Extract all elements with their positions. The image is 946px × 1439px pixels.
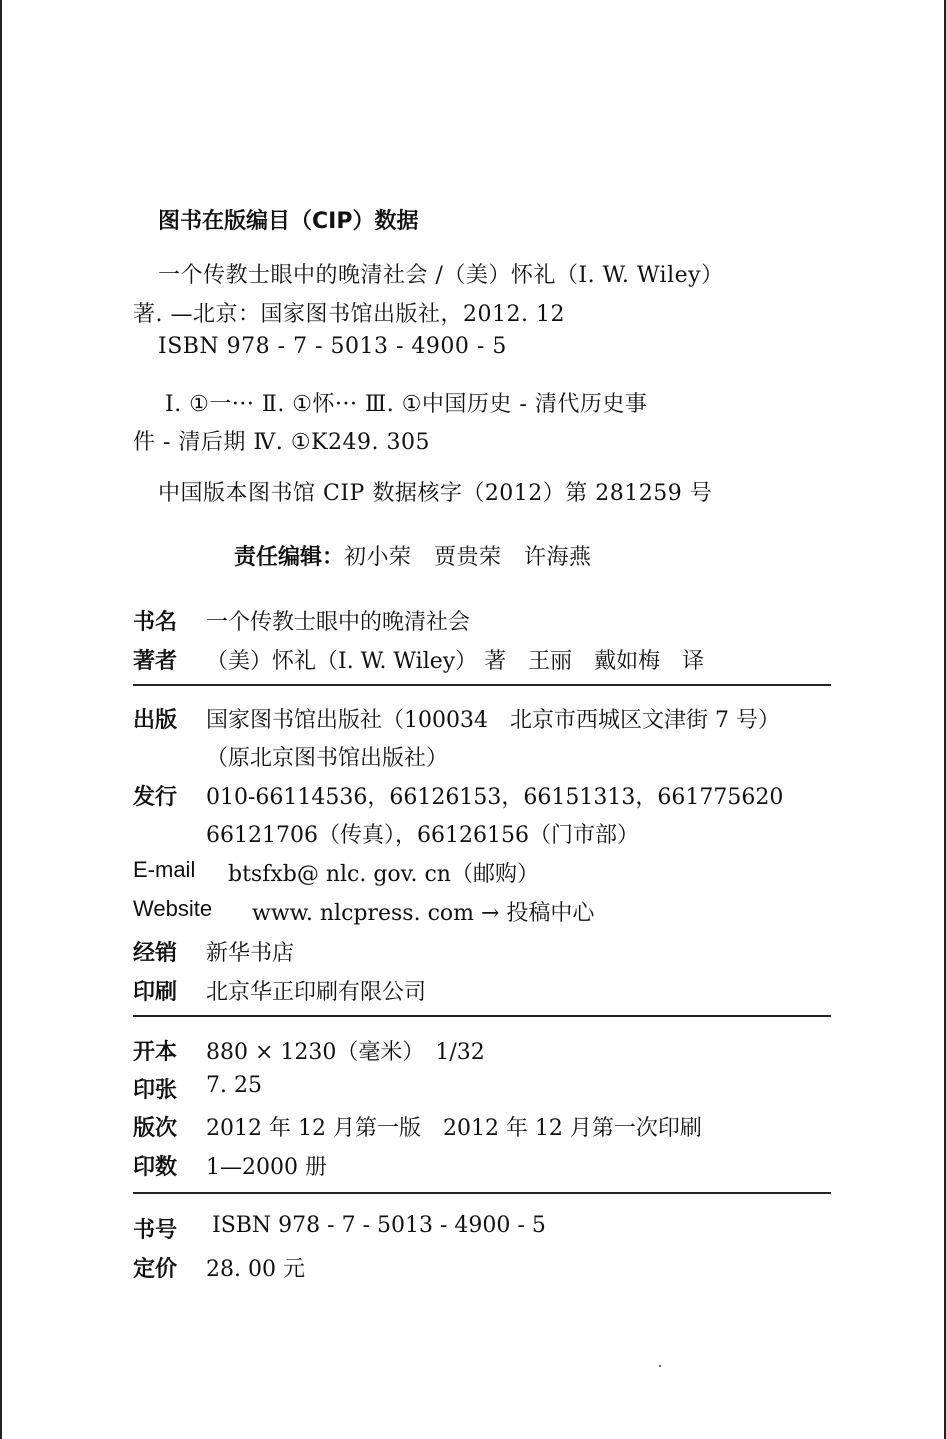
- isbn-value: ISBN 978 - 7 - 5013 - 4900 - 5: [212, 1213, 546, 1238]
- cip-number: 中国版本图书馆 CIP 数据核字（2012）第 281259 号: [158, 481, 713, 506]
- book-author-value: （美）怀礼（I. W. Wiley） 著 王丽 戴如梅 译: [206, 649, 705, 674]
- copies-value: 1—2000 册: [206, 1155, 327, 1180]
- printer-value: 北京华正印刷有限公司: [206, 980, 427, 1005]
- book-title-label: 书名: [133, 610, 178, 635]
- divider-3: [133, 1192, 831, 1194]
- book-title-value: 一个传教士眼中的晚清社会: [206, 610, 471, 635]
- distribution-phones-2: 66121706（传真），66126156（门市部）: [206, 823, 639, 848]
- edition-value: 2012 年 12 月第一版 2012 年 12 月第一次印刷: [206, 1116, 702, 1141]
- sheets-label: 印张: [133, 1078, 178, 1103]
- cip-isbn: ISBN 978 - 7 - 5013 - 4900 - 5: [158, 334, 507, 359]
- scan-speck: [659, 1365, 661, 1367]
- cip-line-1: 一个传教士眼中的晚清社会 /（美）怀礼（I. W. Wiley）: [158, 263, 724, 288]
- distribution-label: 发行: [133, 785, 178, 810]
- cip-title: 图书在版编目（CIP）数据: [158, 209, 419, 234]
- publisher-value-2: （原北京图书馆出版社）: [206, 746, 449, 771]
- book-author-label: 著者: [133, 649, 178, 674]
- format-value: 880 × 1230（毫米） 1/32: [206, 1040, 485, 1065]
- cip-classification-2: 件 - 清后期 Ⅳ. ①K249. 305: [133, 430, 431, 455]
- cip-classification-1: Ⅰ. ①一··· Ⅱ. ①怀··· Ⅲ. ①中国历史 - 清代历史事: [165, 392, 648, 417]
- page-border-left: [0, 0, 2, 1439]
- email-label: E-mail: [133, 857, 196, 882]
- website-value: www. nlcpress. com → 投稿中心: [252, 901, 595, 926]
- email-value: btsfxb@ nlc. gov. cn（邮购）: [228, 862, 539, 887]
- printer-label: 印刷: [133, 980, 178, 1005]
- website-label: Website: [133, 896, 213, 921]
- copies-label: 印数: [133, 1155, 178, 1180]
- sheets-value: 7. 25: [206, 1073, 262, 1098]
- cip-line-2: 著. —北京：国家图书馆出版社，2012. 12: [133, 302, 565, 327]
- publisher-label: 出版: [133, 708, 178, 733]
- isbn-label: 书号: [133, 1218, 178, 1243]
- price-label: 定价: [133, 1257, 178, 1282]
- publisher-value-1: 国家图书馆出版社（100034 北京市西城区文津街 7 号）: [206, 708, 780, 733]
- seller-value: 新华书店: [206, 941, 295, 966]
- editors-names: 初小荣 贾贵荣 许海燕: [344, 545, 592, 570]
- divider-2: [133, 1015, 831, 1017]
- editors-label: 责任编辑：: [234, 545, 345, 570]
- editors-line: [234, 540, 592, 571]
- seller-label: 经销: [133, 941, 178, 966]
- format-label: 开本: [133, 1040, 178, 1065]
- edition-label: 版次: [133, 1116, 178, 1141]
- price-value: 28. 00 元: [206, 1257, 305, 1282]
- distribution-phones-1: 010-66114536，66126153，66151313，661775620: [206, 785, 784, 810]
- divider-1: [133, 684, 831, 686]
